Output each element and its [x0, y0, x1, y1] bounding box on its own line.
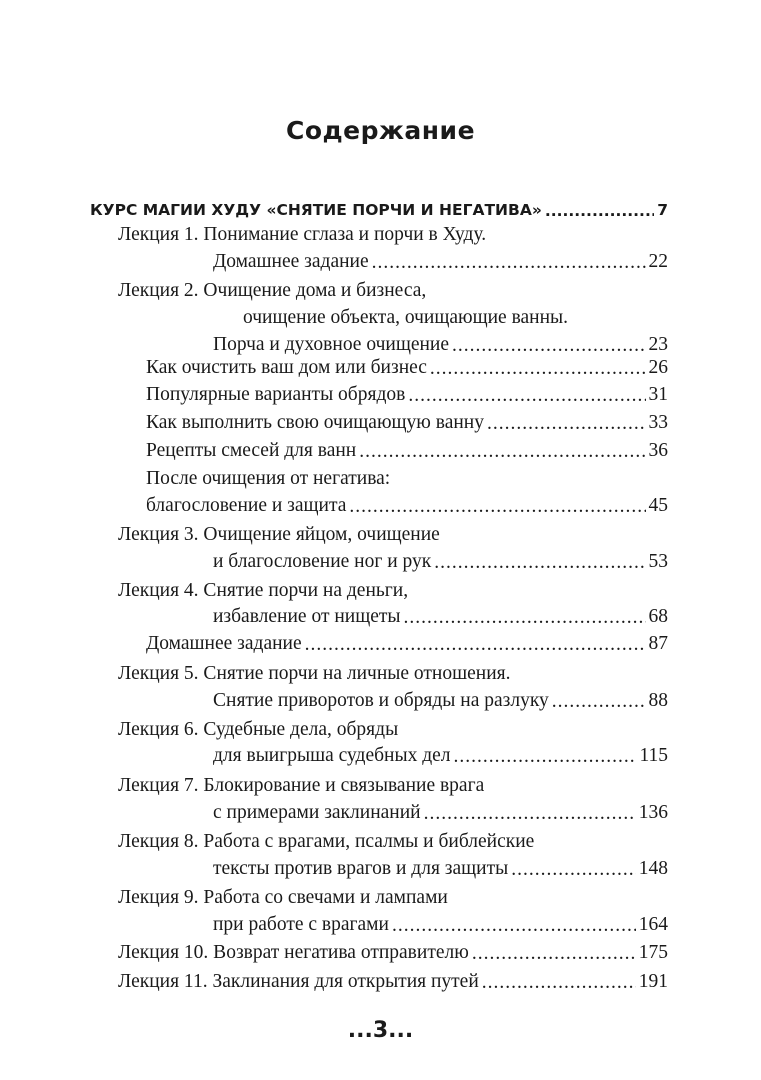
toc-line — [146, 382, 668, 406]
page-number-footer: ...3... — [347, 1018, 414, 1043]
toc-text: Лекция 2. Очищение дома и бизнеса, — [118, 280, 427, 301]
toc-line — [118, 940, 668, 964]
toc-line — [118, 578, 668, 602]
toc-text: Как очистить ваш дом или бизнес — [146, 357, 427, 378]
toc-text: Лекция 3. Очищение яйцом, очищение — [118, 524, 440, 545]
leader-dots — [434, 552, 645, 572]
toc-text: Лекция 5. Снятие порчи на личные отношения. — [118, 663, 511, 684]
toc-text: Лекция 6. Судебные дела, обряды — [118, 719, 399, 740]
toc-page-number: 31 — [648, 384, 668, 405]
toc-line — [213, 332, 668, 356]
toc-text: очищение объекта, очищающие ванны. — [243, 307, 569, 328]
toc-line — [213, 249, 668, 273]
leader-dots — [472, 943, 636, 963]
toc-text: Порча и духовное очищение — [213, 334, 450, 355]
toc-page-number: 36 — [648, 440, 668, 461]
toc-line — [243, 305, 668, 329]
leader-dots — [424, 803, 636, 823]
toc-text: Лекция 11. Заклинания для открытия путей — [118, 971, 479, 992]
toc-text: благословение и защита — [146, 495, 347, 516]
leader-dots — [404, 607, 646, 627]
leader-dots — [454, 746, 637, 766]
toc-line — [118, 969, 668, 993]
toc-line — [213, 604, 668, 628]
toc-page-number: 87 — [648, 633, 668, 654]
toc-text: Рецепты смесей для ванн — [146, 440, 357, 461]
toc-text: Как выполнить свою очищающую ванну — [146, 412, 484, 433]
toc-page-number: 148 — [638, 858, 668, 879]
leader-dots — [305, 634, 646, 654]
toc-line — [146, 466, 668, 490]
toc-page-number: 136 — [638, 802, 668, 823]
toc-line — [118, 222, 668, 246]
toc-text: Домашнее задание — [146, 633, 302, 654]
leader-dots — [372, 252, 646, 272]
toc-text: и благословение ног и рук — [213, 551, 432, 572]
toc-text: с примерами заклинаний — [213, 802, 421, 823]
toc-page-number: 53 — [648, 551, 668, 572]
toc-course-heading — [90, 193, 668, 219]
toc-line — [118, 661, 668, 685]
leader-dots — [487, 413, 646, 433]
toc-page-number: 45 — [648, 495, 668, 516]
toc-line — [118, 829, 668, 853]
toc-line — [118, 278, 668, 302]
leader-dots — [552, 691, 646, 711]
leader-dots — [349, 496, 645, 516]
page-title: Содержание — [285, 116, 476, 145]
toc-page-number: 191 — [638, 971, 668, 992]
toc-line — [118, 773, 668, 797]
toc-line — [146, 438, 668, 462]
toc-text: Лекция 1. Понимание сглаза и порчи в Худу. — [118, 224, 487, 245]
toc-text: Снятие приворотов и обряды на разлуку — [213, 690, 549, 711]
leader-dots — [545, 202, 654, 218]
leader-dots — [359, 441, 645, 461]
toc-line — [213, 800, 668, 824]
toc-page-number: 33 — [648, 412, 668, 433]
toc-text: Лекция 10. Возврат негатива отправителю — [118, 942, 469, 963]
leader-dots — [408, 385, 645, 405]
toc-line — [213, 856, 668, 880]
leader-dots — [452, 335, 645, 355]
toc-text: Популярные варианты обрядов — [146, 384, 406, 405]
toc-text: для выигрыша судебных дел — [213, 745, 451, 766]
leader-dots — [430, 358, 646, 378]
toc-line — [213, 688, 668, 712]
leader-dots — [392, 915, 636, 935]
toc-page-number: 22 — [648, 251, 668, 272]
toc-text: избавление от нищеты — [213, 606, 401, 627]
toc-line — [213, 912, 668, 936]
course-page-number: 7 — [657, 201, 668, 219]
toc-page-number: 26 — [648, 357, 668, 378]
toc-text: Лекция 7. Блокирование и связывание врага — [118, 775, 485, 796]
toc-line — [213, 549, 668, 573]
toc-line — [146, 631, 668, 655]
toc-page-number: 115 — [639, 745, 668, 766]
toc-text: После очищения от негатива: — [146, 468, 391, 489]
toc-line — [146, 493, 668, 517]
toc-text: при работе с врагами — [213, 914, 389, 935]
leader-dots — [482, 972, 636, 992]
toc-page-number: 88 — [648, 690, 668, 711]
toc-page-number: 175 — [638, 942, 668, 963]
leader-dots — [511, 859, 636, 879]
course-label: КУРС МАГИИ ХУДУ «СНЯТИЕ ПОРЧИ И НЕГАТИВА» — [90, 201, 542, 219]
toc-text: Лекция 8. Работа с врагами, псалмы и библейские — [118, 831, 535, 852]
toc-page-number: 68 — [648, 606, 668, 627]
toc-line — [146, 355, 668, 379]
toc-text: Лекция 9. Работа со свечами и лампами — [118, 887, 448, 908]
toc-text: Домашнее задание — [213, 251, 369, 272]
toc-text: Лекция 4. Снятие порчи на деньги, — [118, 580, 409, 601]
toc-page-number: 164 — [638, 914, 668, 935]
toc-line — [146, 410, 668, 434]
toc-line — [213, 743, 668, 767]
toc-line — [118, 885, 668, 909]
toc-line — [118, 522, 668, 546]
toc-line — [118, 717, 668, 741]
toc-text: тексты против врагов и для защиты — [213, 858, 509, 879]
toc-page-number: 23 — [648, 334, 668, 355]
